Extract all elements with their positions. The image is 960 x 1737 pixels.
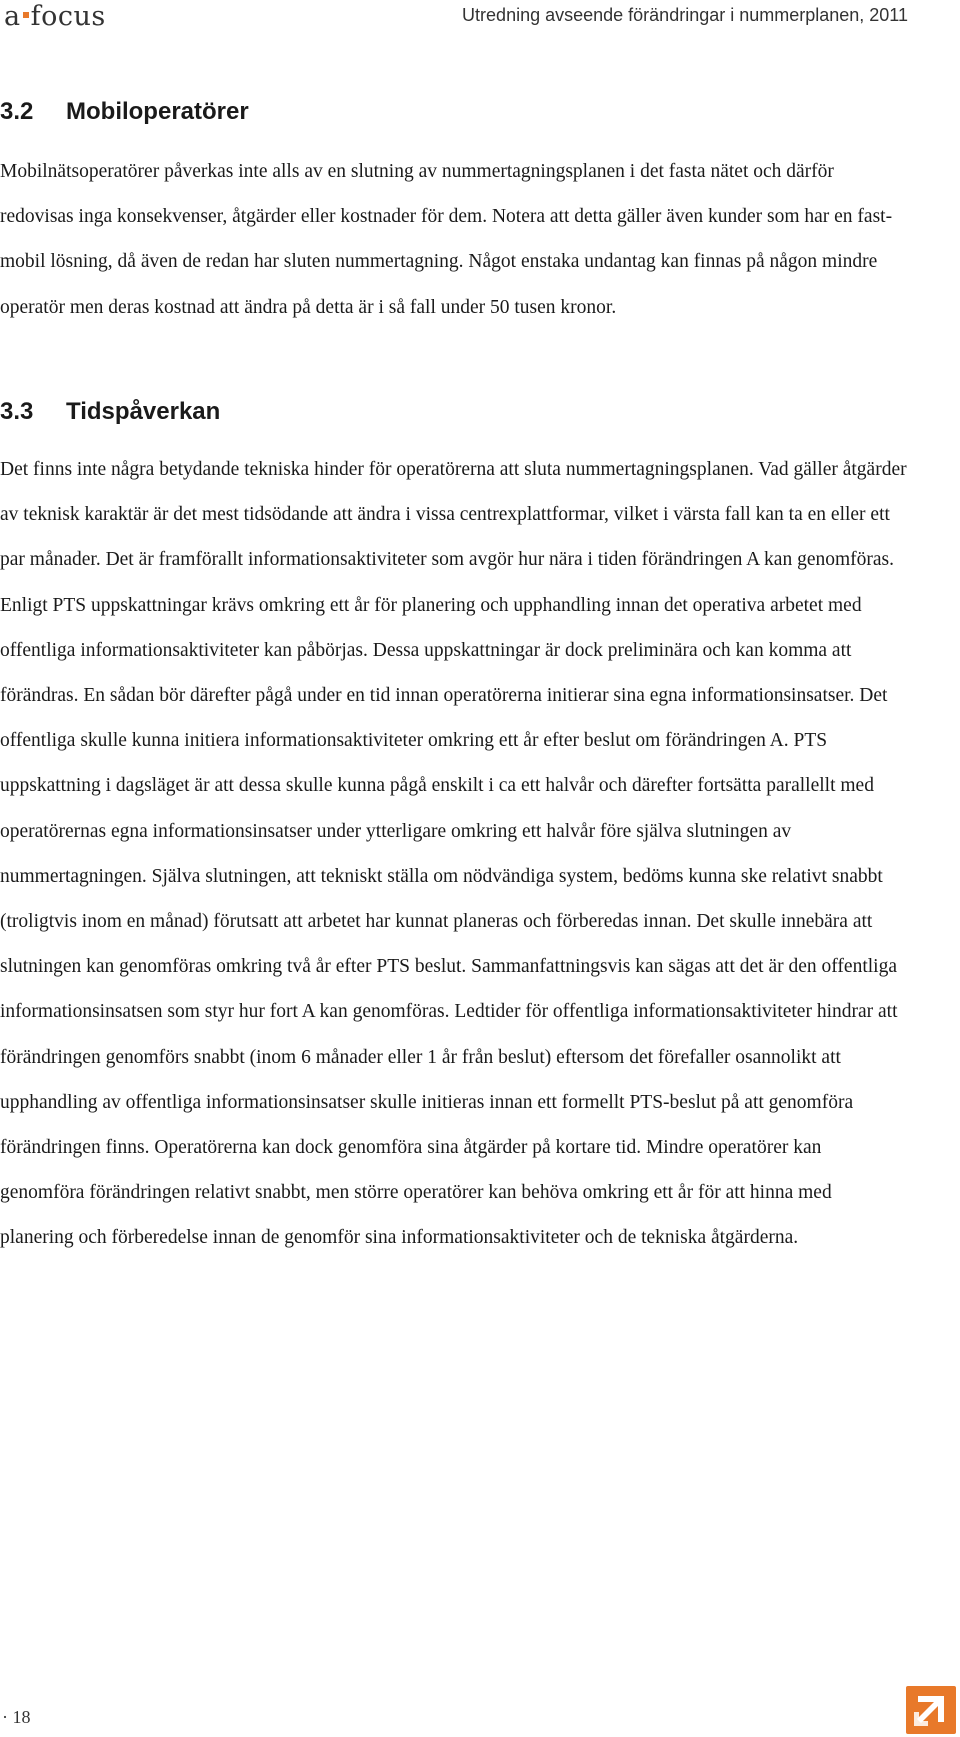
- section-number: 3.3: [0, 398, 34, 425]
- logo-dot-icon: [23, 12, 29, 18]
- section-paragraph-tidspaverkan: Det finns inte några betydande tekniska hinder för operatörerna att sluta nummertagningsplanen. Vad gäller åtgärder av teknisk karaktär är det mest tidsödande att ändra i vissa centrexplattformar, vilket i värsta fall kan ta en eller ett par månader. Det är framförallt informationsaktiviteter som avgör hur nära i tiden förändringen A kan genomföras. Enligt PTS uppskattningar krävs omkring ett år för planering och upphandling innan det operativa arbetet med offentliga informationsaktiviteter kan påbörjas. Dessa uppskattningar är dock preliminära och kan komma att förändras. En sådan bör därefter pågå under en tid innan operatörerna initierar sina egna informationsinsatser. Det offentliga skulle kunna initiera informationsaktiviteter omkring ett år efter beslut om förändringen A. PTS uppskattning i dagsläget är att dessa skulle kunna pågå enskilt i ca ett halvår och därefter fortsätta parallellt med operatörernas egna informationsinsatser under ytterligare omkring ett halvår före själva slutningen av nummertagningen. Själva slutningen, att tekniskt ställa om nödvändiga system, bedöms kunna ske relativt snabbt (troligtvis inom en månad) förutsatt att arbetet har kunnat planeras och förberedas innan. Det skulle innebära att slutningen kan genomföras omkring två år efter PTS beslut. Sammanfattningsvis kan sägas att det är den offentliga informationsinsatsen som styr hur fort A kan genomföras. Ledtider för offentliga informationsaktiviteter hindrar att förändringen genomförs snabbt (inom 6 månader eller 1 år från beslut) eftersom det förefaller osannolikt att upphandling av offentliga informationsinsatser skulle initieras innan ett formellt PTS-beslut på att genomföra förändringen finns. Operatörerna kan dock genomföra sina åtgärder på kortare tid. Mindre operatörer kan genomföra förändringen relativt snabbt, men större operatörer kan behöva omkring ett år för att hinna med planering och förberedelse innan de genomför sina informationsaktiviteter och de tekniska åtgärderna.: [0, 459, 907, 1249]
- section-title: Tidspåverkan: [66, 398, 221, 425]
- page-number: · 18: [2, 1707, 31, 1727]
- section-heading-tidspaverkan: [0, 397, 220, 427]
- brand-arrow-icon: [906, 1686, 956, 1734]
- section-paragraph-mobiloperatorer: Mobilnätsoperatörer påverkas inte alls av en slutning av nummertagningsplanen i det fasta nätet och därför redovisas inga konsekvenser, åtgärder eller kostnader för dem. Notera att detta gäller även kunder som har en fast-mobil lösning, då även de redan har sluten nummertagning. Något enstaka undantag kan finnas på någon mindre operatör men deras kostnad att ändra på detta är i så fall under 50 tusen kronor.: [0, 161, 893, 318]
- logo-text-right: focus: [30, 1, 106, 32]
- section-title: Mobiloperatörer: [66, 98, 249, 125]
- logo-text-left: a: [4, 1, 21, 32]
- afocus-logo: [4, 0, 106, 34]
- section-heading-mobiloperatorer: [0, 97, 249, 127]
- section-number: 3.2: [0, 98, 34, 125]
- afocus-brand-icon: [906, 1686, 956, 1734]
- document-header-title: Utredning avseende förändringar i nummerplanen, 2011: [462, 5, 908, 25]
